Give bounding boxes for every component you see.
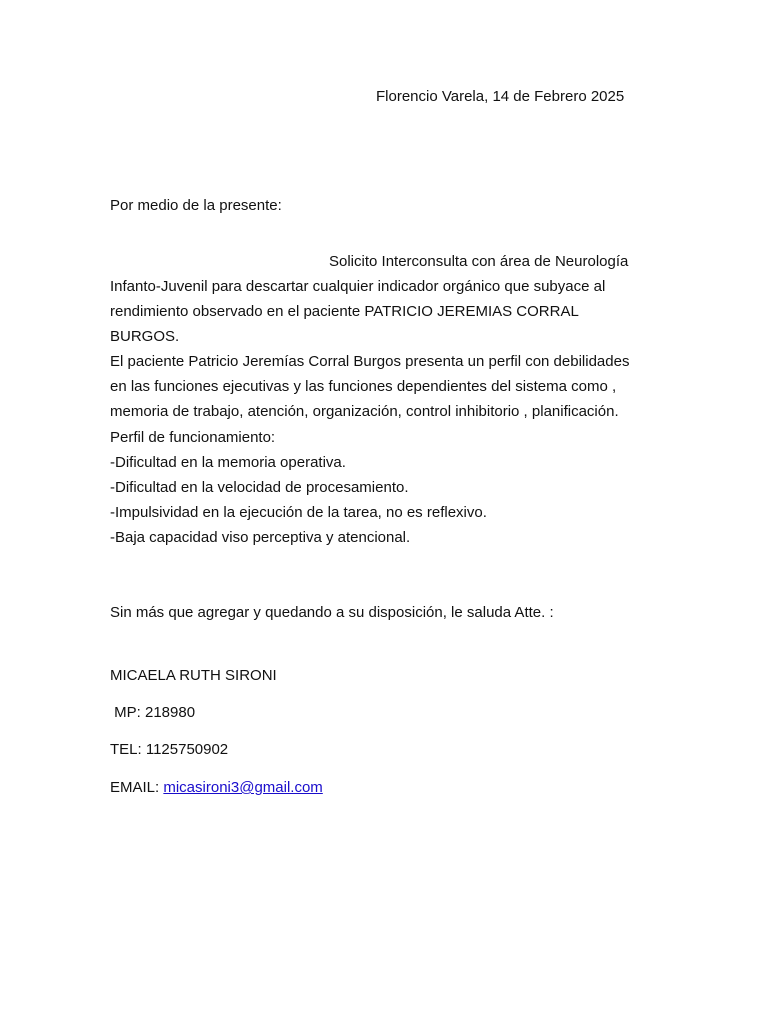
closing-line: Sin más que agregar y quedando a su disposición, le saluda Atte. : xyxy=(110,604,554,621)
signature-name: MICAELA RUTH SIRONI xyxy=(110,667,277,684)
body-line: en las funciones ejecutivas y las funciones dependientes del sistema como , xyxy=(110,378,617,395)
body-line: El paciente Patricio Jeremías Corral Burgos presenta un perfil con debilidades xyxy=(110,353,630,370)
signature-email-row xyxy=(110,778,323,798)
email-label: EMAIL: xyxy=(110,779,164,796)
date-line: Florencio Varela, 14 de Febrero 2025 xyxy=(376,88,625,105)
profile-item: -Dificultad en la memoria operativa. xyxy=(110,454,346,471)
request-line: rendimiento observado en el paciente PATRICIO JEREMIAS CORRAL xyxy=(110,303,579,320)
profile-item: -Dificultad en la velocidad de procesamiento. xyxy=(110,479,409,496)
request-line: Infanto-Juvenil para descartar cualquier indicador orgánico que subyace al xyxy=(110,278,606,295)
profile-title: Perfil de funcionamiento: xyxy=(110,429,276,446)
signature-tel: TEL: 1125750902 xyxy=(110,741,229,758)
body-line: memoria de trabajo, atención, organización, control inhibitorio , planificación. xyxy=(110,403,619,420)
profile-item: -Impulsividad en la ejecución de la tarea, no es reflexivo. xyxy=(110,504,487,521)
salutation: Por medio de la presente: xyxy=(110,197,282,214)
request-line: Solicito Interconsulta con área de Neurología xyxy=(329,253,629,270)
profile-item: -Baja capacidad viso perceptiva y atencional. xyxy=(110,529,411,546)
email-link[interactable]: micasironi3@gmail.com xyxy=(163,779,323,796)
signature-mp: MP: 218980 xyxy=(110,704,196,721)
request-line: BURGOS. xyxy=(110,328,180,345)
